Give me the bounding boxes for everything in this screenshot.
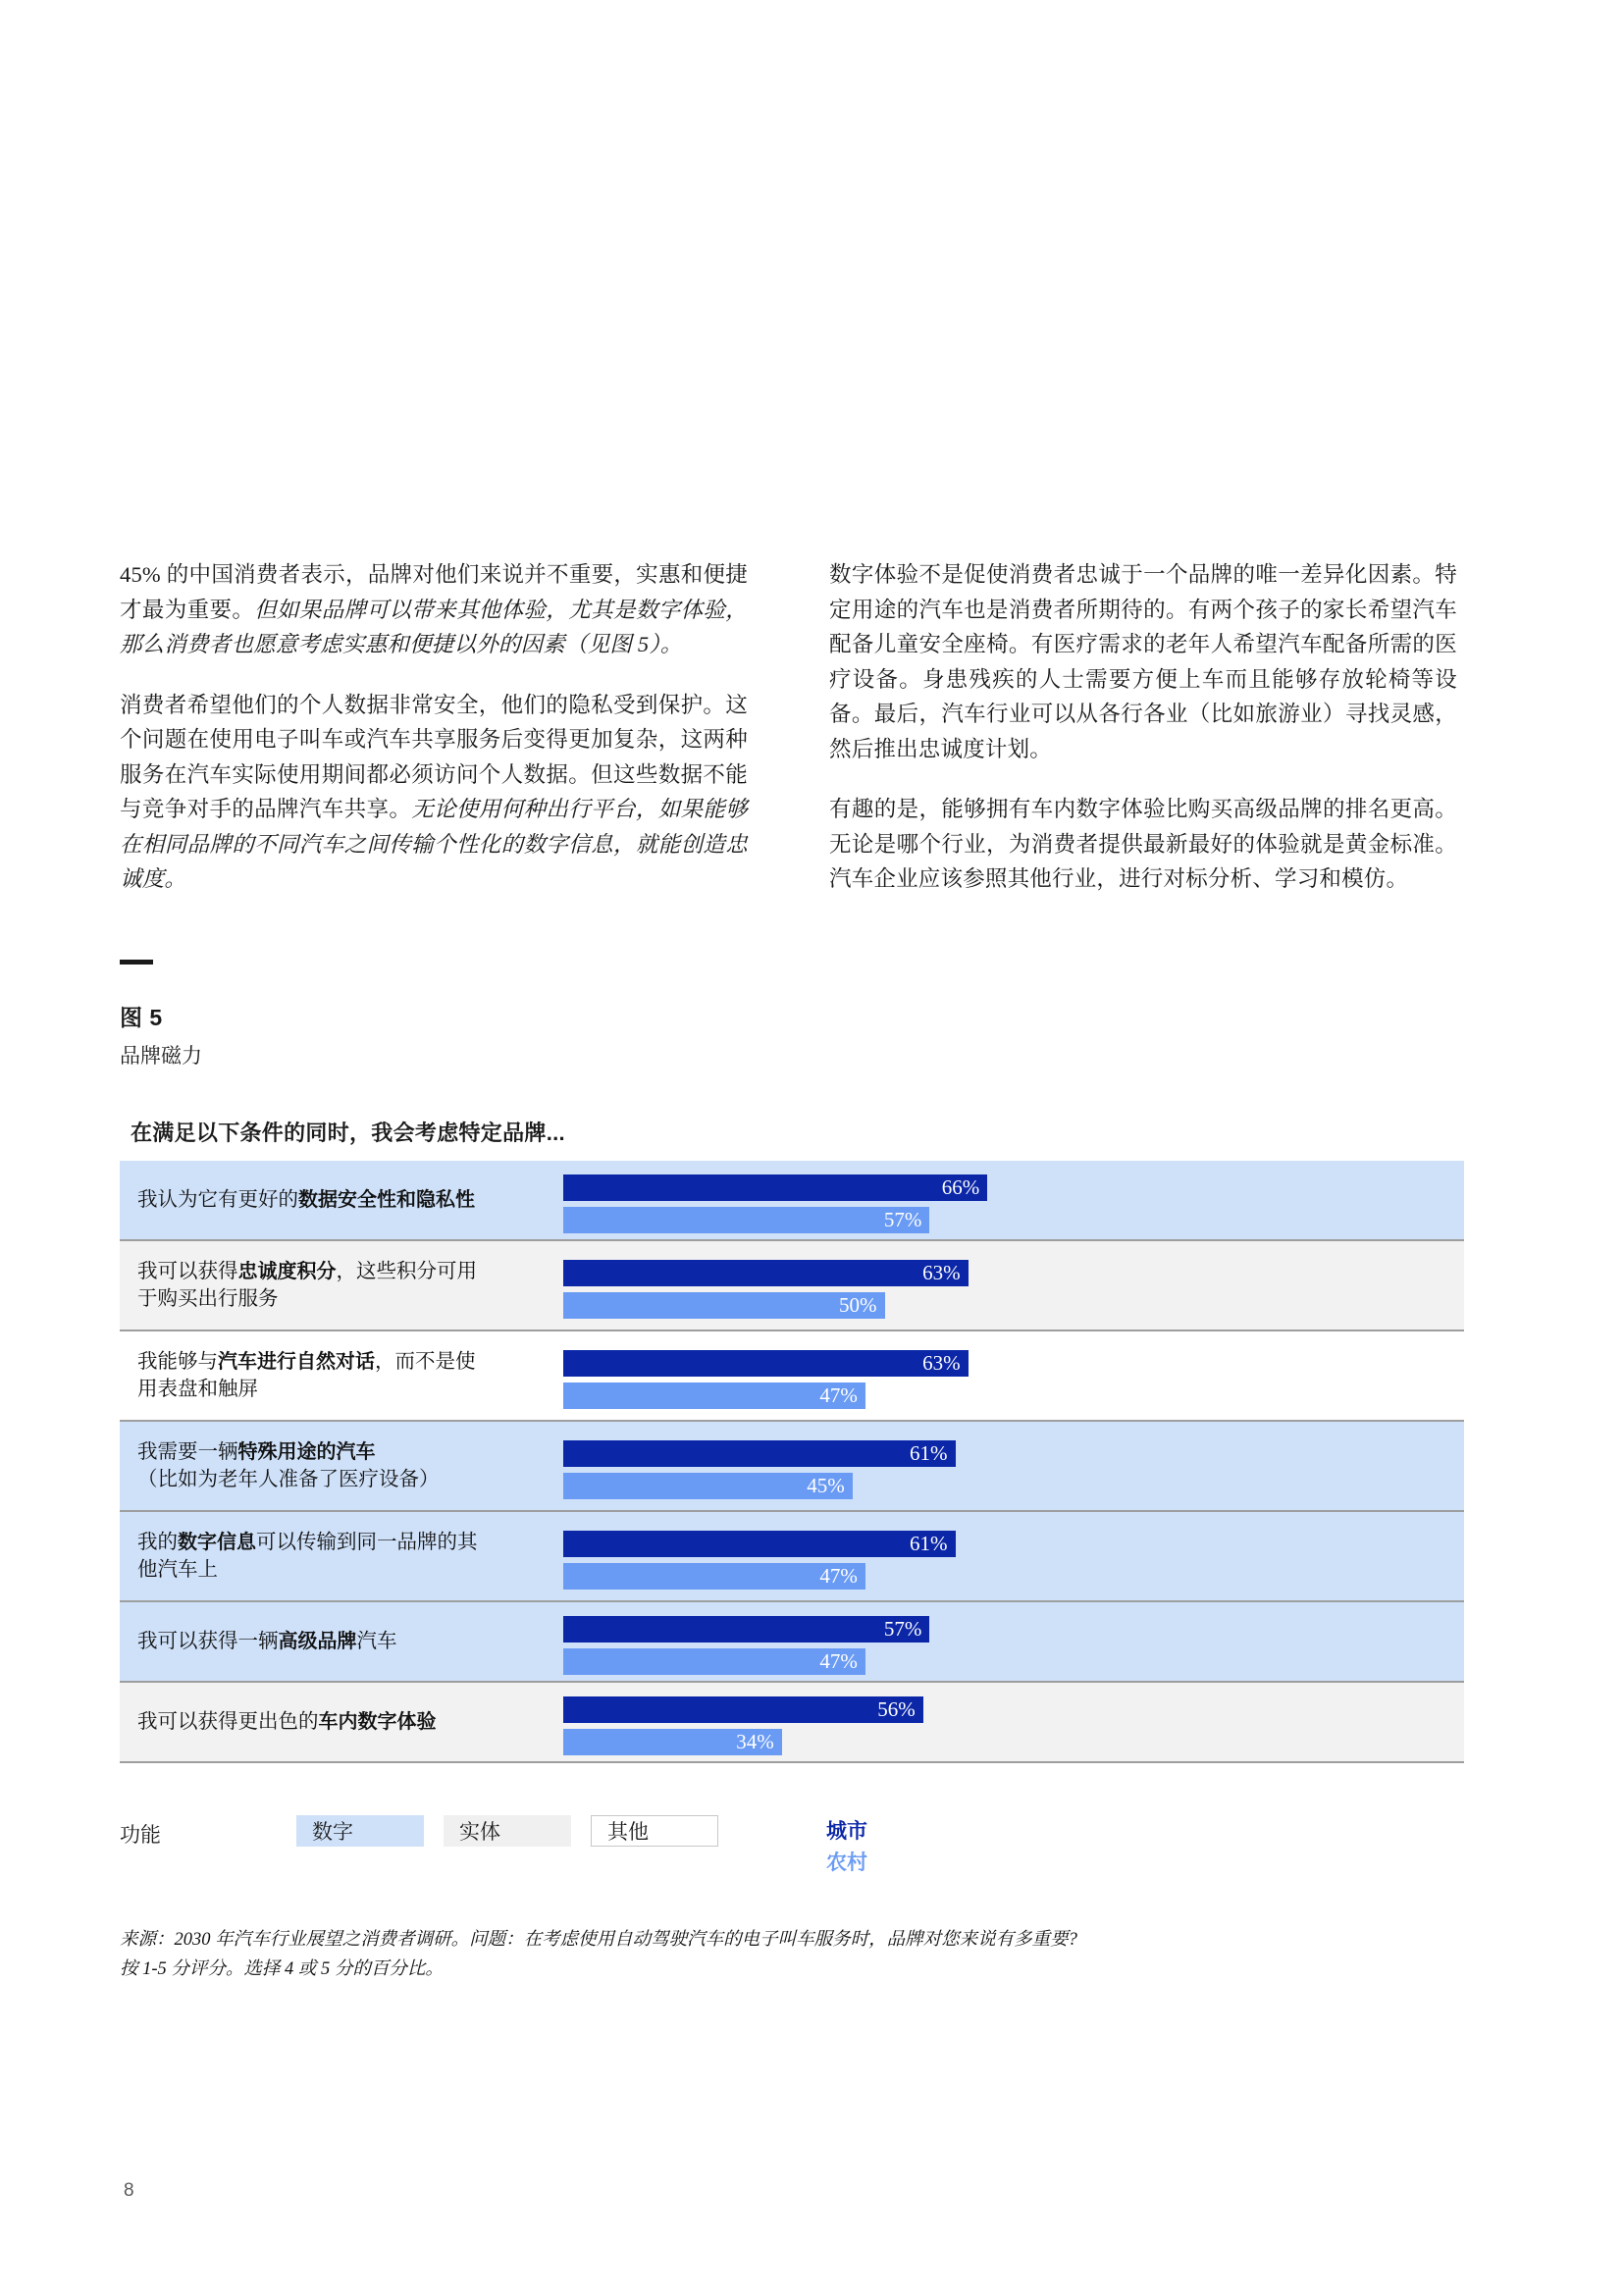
right-text-column xyxy=(829,557,1457,922)
bar-urban xyxy=(563,1616,929,1643)
figure-source-note xyxy=(120,1925,1297,1984)
chart-row-label: 我能够与汽车进行自然对话，而不是使 用表盘和触屏 xyxy=(137,1351,476,1400)
bar-value-urban: 56% xyxy=(877,1697,916,1721)
bar-value-urban: 61% xyxy=(910,1441,948,1465)
bar-value-rural: 57% xyxy=(883,1208,922,1231)
bar-value-rural: 47% xyxy=(819,1383,858,1407)
chart-row-bars xyxy=(563,1683,1464,1761)
chart-row xyxy=(120,1331,1464,1422)
legend-chip-digital: 数字 xyxy=(296,1815,424,1847)
paragraph-1-italic: 但如果品牌可以带来其他体验，尤其是数字体验，那么消费者也愿意考虑实惠和便捷以外的因素（见图 5）。 xyxy=(120,597,749,656)
bar-value-urban: 63% xyxy=(922,1261,961,1284)
bar-rural xyxy=(563,1207,929,1233)
chart-row-bars xyxy=(563,1602,1464,1681)
bar-rural xyxy=(563,1473,853,1499)
bar-urban xyxy=(563,1440,956,1467)
paragraph-1 xyxy=(120,557,748,662)
chart-row xyxy=(120,1161,1464,1241)
source-line-2: 按 1-5 分评分。选择 4 或 5 分的百分比。 xyxy=(120,1959,444,1979)
chart-legend xyxy=(120,1815,1464,1894)
bar-urban xyxy=(563,1531,956,1557)
chart-row-bars xyxy=(563,1161,1464,1239)
bar-rural xyxy=(563,1729,782,1755)
chart-row-bars xyxy=(563,1241,1464,1330)
paragraph-4: 有趣的是，能够拥有车内数字体验比购买高级品牌的排名更高。无论是哪个行业，为消费者提供最新最好的体验就是黄金标准。汽车企业应该参照其他行业，进行对标分析、学习和模仿。 xyxy=(829,797,1457,891)
chart-row xyxy=(120,1422,1464,1512)
paragraph-3: 数字体验不是促使消费者忠诚于一个品牌的唯一差异化因素。特定用途的汽车也是消费者所期待的。有两个孩子的家长希望汽车配备儿童安全座椅。有医疗需求的老年人希望汽车配备所需的医疗设备。身患残疾的人士需要方便上车而且能够存放轮椅等设备。最后，汽车行业可以从各行各业（比如旅游业）寻找灵感，然后推出忠诚度计划。 xyxy=(829,562,1457,761)
bar-value-rural: 45% xyxy=(807,1474,845,1497)
bar-value-rural: 47% xyxy=(819,1649,858,1673)
bar-value-urban: 61% xyxy=(910,1532,948,1555)
bar-value-rural: 34% xyxy=(736,1730,774,1753)
figure-subtitle: 品牌磁力 xyxy=(120,1044,202,1068)
bar-value-urban: 63% xyxy=(922,1351,961,1375)
legend-series-urban: 城市 xyxy=(826,1820,867,1843)
paragraph-2-italic: 无论使用何种出行平台，如果能够在相同品牌的不同汽车之间传输个性化的数字信息，就能创造忠诚度。 xyxy=(120,797,748,891)
chart-row-bars xyxy=(563,1331,1464,1420)
chart-row-bars xyxy=(563,1422,1464,1510)
chart-row-bars xyxy=(563,1512,1464,1600)
left-text-column xyxy=(120,557,748,922)
source-line-1: 来源：2030 年汽车行业展望之消费者调研。问题：在考虑使用自动驾驶汽车的电子叫车服务时，品牌对您来说有多重要? xyxy=(120,1930,1077,1950)
chart-row-label: 我可以获得忠诚度积分，这些积分可用 于购买出行服务 xyxy=(137,1261,477,1310)
figure-number: 图 5 xyxy=(120,1005,163,1030)
bar-urban xyxy=(563,1350,969,1377)
legend-chip-other: 其他 xyxy=(591,1815,718,1847)
chart-row xyxy=(120,1602,1464,1683)
chart-row xyxy=(120,1241,1464,1331)
page-number: 8 xyxy=(124,2180,134,2201)
bar-value-urban: 57% xyxy=(883,1617,922,1641)
brand-magnetism-bar-chart xyxy=(120,1161,1464,1763)
bar-value-urban: 66% xyxy=(941,1175,980,1199)
paragraph-2-text: 消费者希望他们的个人数据非常安全，他们的隐私受到保护。这个问题在使用电子叫车或汽车共享服务后变得更加复杂，这两种服务在汽车实际使用期间都必须访问个人数据。但这些数据不能与竞争对手的品牌汽车共享。 xyxy=(120,692,748,821)
chart-row xyxy=(120,1512,1464,1602)
bar-rural xyxy=(563,1292,885,1319)
chart-row-label: 我可以获得更出色的车内数字体验 xyxy=(137,1711,437,1733)
paragraph-2 xyxy=(120,688,748,897)
bar-rural xyxy=(563,1648,865,1675)
chart-row-label: 我的数字信息可以传输到同一品牌的其 他汽车上 xyxy=(137,1532,478,1581)
legend-chip-physical: 实体 xyxy=(444,1815,571,1847)
bar-urban xyxy=(563,1174,987,1201)
bar-value-rural: 50% xyxy=(839,1293,877,1317)
bar-rural xyxy=(563,1382,865,1409)
bar-value-rural: 47% xyxy=(819,1564,858,1588)
figure-question: 在满足以下条件的同时，我会考虑特定品牌... xyxy=(131,1121,565,1145)
legend-function-label: 功能 xyxy=(120,1823,161,1847)
figure-divider-rule xyxy=(120,960,153,965)
bar-rural xyxy=(563,1563,865,1590)
chart-row-label: 我可以获得一辆高级品牌汽车 xyxy=(137,1631,397,1652)
bar-urban xyxy=(563,1260,969,1286)
paragraph-1-text: 45% 的中国消费者表示，品牌对他们来说并不重要，实惠和便捷才最为重要。 xyxy=(120,562,748,622)
chart-row-label: 我认为它有更好的数据安全性和隐私性 xyxy=(137,1189,475,1211)
legend-series-rural: 农村 xyxy=(826,1852,867,1874)
bar-urban xyxy=(563,1696,923,1723)
chart-row-label: 我需要一辆特殊用途的汽车 （比如为老年人准备了医疗设备） xyxy=(137,1441,440,1490)
chart-row xyxy=(120,1683,1464,1763)
